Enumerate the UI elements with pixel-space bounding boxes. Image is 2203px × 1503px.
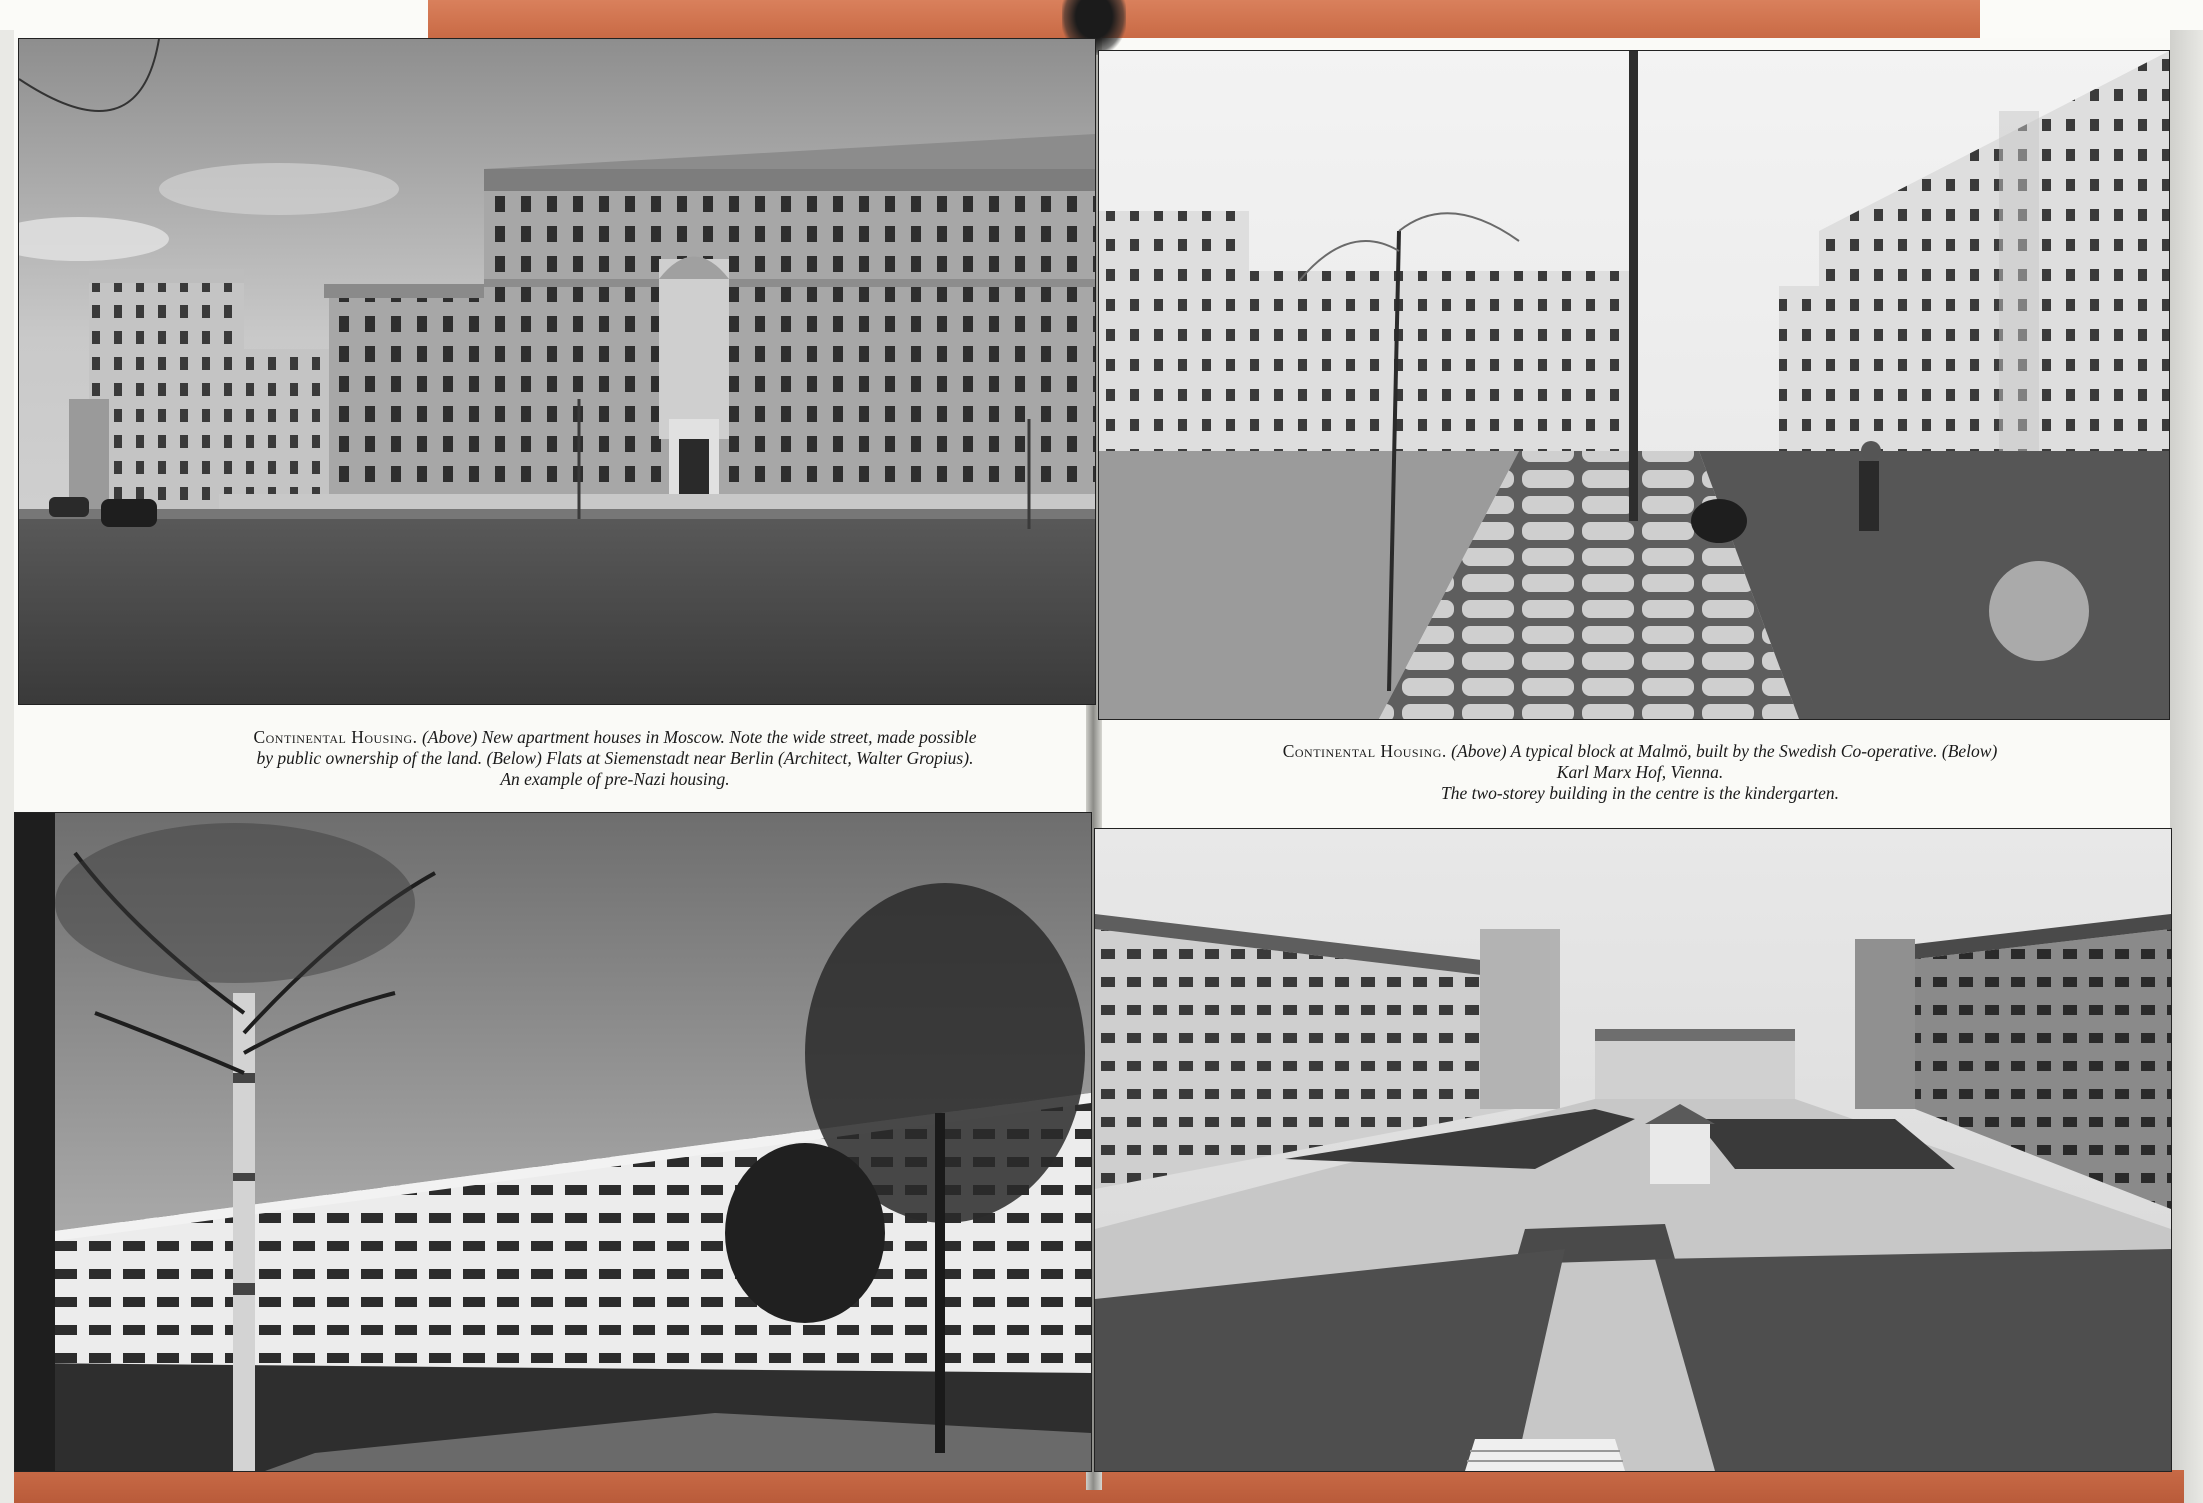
moscow-apartments-photo bbox=[18, 38, 1096, 705]
book-cover-left-edge bbox=[0, 30, 14, 1503]
caption-line: An example of pre-Nazi housing. bbox=[500, 769, 730, 789]
left-page-caption bbox=[150, 727, 1080, 790]
siemenstadt-flats-photo bbox=[14, 812, 1092, 1472]
caption-line: The two-storey building in the centre is the kindergarten. bbox=[1440, 783, 1840, 803]
caption-line bbox=[150, 727, 1080, 748]
caption-text: (Above) New apartment houses in Moscow. Note the wide street, made possible bbox=[421, 727, 977, 747]
caption-lead: Continental Housing. bbox=[1282, 741, 1447, 761]
caption-line: Karl Marx Hof, Vienna. bbox=[1556, 762, 1724, 782]
malmo-block-photo bbox=[1098, 50, 2170, 720]
karl-marx-hof-photo bbox=[1094, 828, 2172, 1472]
caption-line bbox=[1175, 741, 2105, 762]
caption-lead: Continental Housing. bbox=[253, 727, 418, 747]
right-page-caption bbox=[1175, 741, 2105, 804]
book-cover-right-edge bbox=[2170, 30, 2203, 1503]
caption-text: (Above) A typical block at Malmö, built by the Swedish Co-operative. (Below) bbox=[1451, 741, 1998, 761]
caption-line: by public ownership of the land. (Below) Flats at Siemenstadt near Berlin (Architect, Walter Gropius). bbox=[256, 748, 974, 768]
book-cover-top-edge bbox=[428, 0, 1980, 38]
